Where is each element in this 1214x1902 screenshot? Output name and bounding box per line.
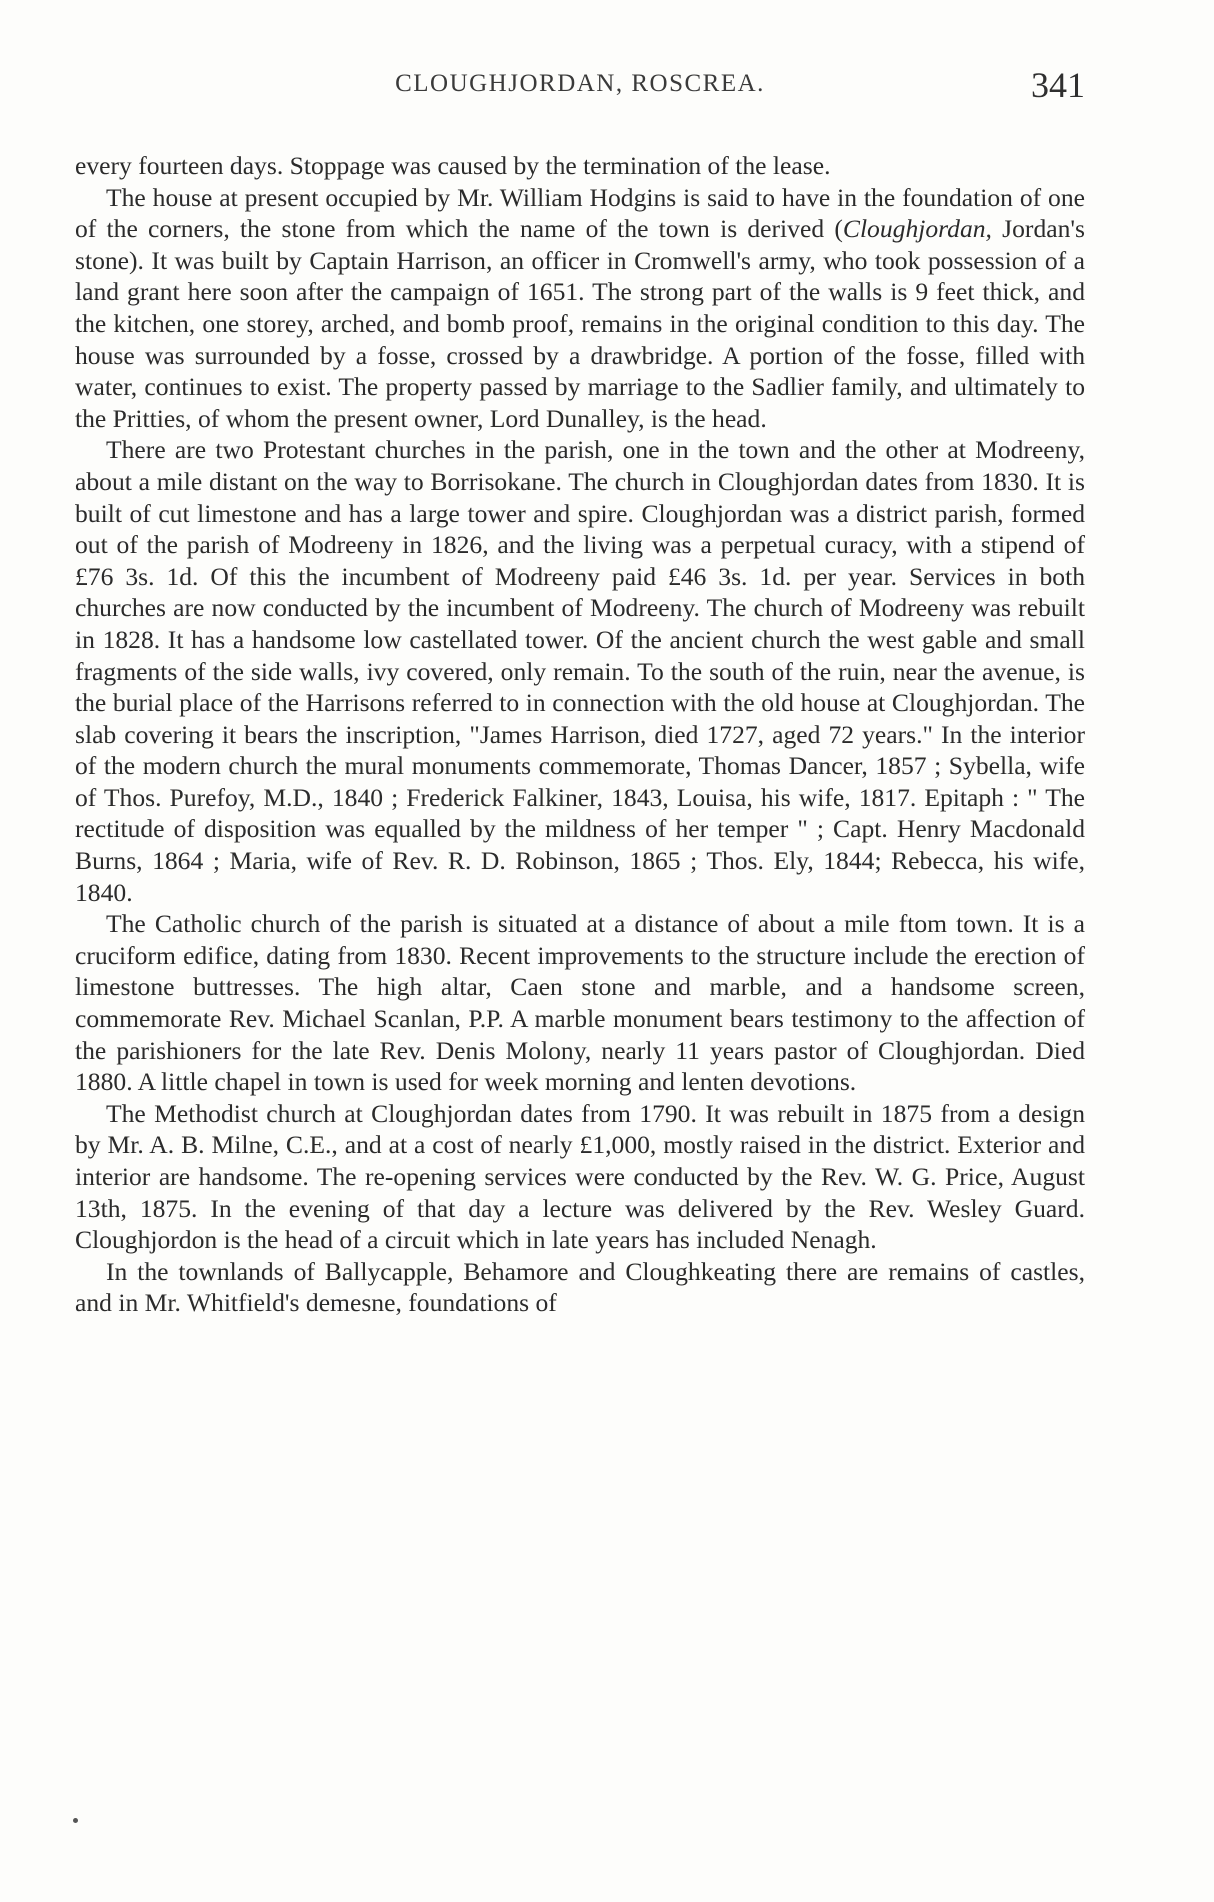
- running-head: [75, 65, 1085, 110]
- page-number: 341: [1031, 65, 1085, 105]
- paragraph-continuation: every fourteen days. Stoppage was caused by the termination of the lease.: [75, 151, 831, 180]
- paragraph-townlands: In the townlands of Ballycapple, Behamore and Cloughkeating there are remains of castles, and in Mr. Whitfield's demesne, foundations of: [75, 1256, 1085, 1318]
- ink-speck: [73, 1818, 78, 1823]
- paragraph-methodist-church: The Methodist church at Cloughjordan dates from 1790. It was rebuilt in 1875 from a design by Mr. A. B. Milne, C.E., and at a cost of nearly £1,000, mostly raised in the district. Exterior and interior are handsome. The re-opening services were conducted by the Rev. W. G. Price, August 13th, 1875. In the evening of that day a lecture was delivered by the Rev. Wesley Guard. Cloughjordon is the head of a circuit which in late years has included Nenagh.: [75, 1098, 1085, 1255]
- body-text: [75, 150, 1085, 1319]
- paragraph-catholic-church: The Catholic church of the parish is situated at a distance of about a mile ftom town. It is a cruciform edifice, dating from 1830. Recent improvements to the structure include the erection of limestone buttresses. The high altar, Caen stone and marble, and a handsome screen, commemorate Rev. Michael Scanlan, P.P. A marble monument bears testimony to the affection of the parishioners for the late Rev. Denis Molony, nearly 11 years pastor of Cloughjordan. Died 1880. A little chapel in town is used for week morning and lenten devotions.: [75, 909, 1085, 1097]
- running-title: CLOUGHJORDAN, ROSCREA.: [395, 70, 765, 97]
- paragraph-house-italic-name: Cloughjordan,: [842, 214, 992, 244]
- paragraph-house: [75, 182, 1085, 435]
- paragraph-house-text-end: Jordan's stone). It was built by Captain Harrison, an officer in Cromwell's army, who took possession of a land grant here soon after the campaign of 1651. The strong part of the walls is 9 feet thick, and the kitchen, one storey, arched, and bomb proof, remains in the original condition to this day. The house was surrounded by a fosse, crossed by a drawbridge. A portion of the fosse, filled with water, continues to exist. The property passed by marriage to the Sadlier family, and ultimately to the Pritties, of whom the present owner, Lord Dunalley, is the head.: [75, 214, 1085, 433]
- paragraph-protestant-churches: There are two Protestant churches in the parish, one in the town and the other at Modreeny, about a mile distant on the way to Borrisokane. The church in Cloughjordan dates from 1830. It is built of cut limestone and has a large tower and spire. Cloughjordan was a district parish, formed out of the parish of Modreeny in 1826, and the living was a perpetual curacy, with a stipend of £76 3s. 1d. Of this the incumbent of Modreeny paid £46 3s. 1d. per year. Services in both churches are now conducted by the incumbent of Modreeny. The church of Modreeny was rebuilt in 1828. It has a handsome low castellated tower. Of the ancient church the west gable and small fragments of the side walls, ivy covered, only remain. To the south of the ruin, near the avenue, is the burial place of the Harrisons referred to in connection with the old house at Cloughjordan. The slab covering it bears the inscription, "James Harrison, died 1727, aged 72 years." In the interior of the modern church the mural monuments commemorate, Thomas Dancer, 1857 ; Sybella, wife of Thos. Purefoy, M.D., 1840 ; Frederick Falkiner, 1843, Louisa, his wife, 1817. Epitaph : " The rectitude of disposition was equalled by the mildness of her temper " ; Capt. Henry Macdonald Burns, 1864 ; Maria, wife of Rev. R. D. Robinson, 1865 ; Thos. Ely, 1844; Rebecca, his wife, 1840.: [75, 435, 1085, 907]
- paragraph-house-text-start: The house at present occupied by Mr. William Hodgins is said to have in the foundation of one of the corners, the stone from which the name of the town is derived (: [75, 182, 1085, 244]
